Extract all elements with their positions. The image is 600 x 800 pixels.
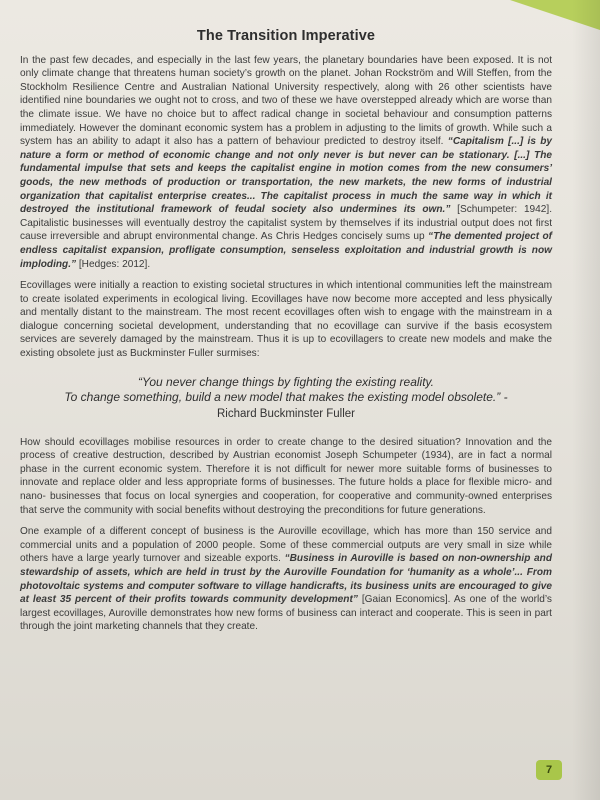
paragraph-1-text-a: In the past few decades, and especially in the last few years, the planetary boundaries have been exposed. It is not only climate change that threatens human society’s growth on the planet. Johan Rockström and Will Steffen, from the Stockholm Resilience Centre and Australian National University respectively, along with 26 other scientists have identified nine boundaries we ought not to cross, and two of these we have overstepped already which are worse than the climate issue. We have no choice but to affect radical change in societal behaviour and consumption patterns immediately. However the dominant economic system has a problem in adjusting to the limits of growth. While such a system has an ability to adapt it also has a pattern of behaviour predicted to destroy itself. xyxy=(20,54,552,148)
hedges-quote: “The demented project of endless capitalist expansion, profligate consumption, senseless exploitation and industrial growth is now imploding.” xyxy=(20,231,552,270)
quote-line-2: To change something, build a new model that makes the existing model obsolete.” - xyxy=(64,389,508,404)
page-number: 7 xyxy=(536,760,562,780)
paragraph-4-text-a: One example of a different concept of business is the Auroville ecovillage, which has more than 150 service and commercial units and a population of 2000 people. Some of these commercial outputs are very small in size while others have a large yearly turnover and sizeable exports. xyxy=(20,526,552,565)
quote-line-1: “You never change things by fighting the existing reality. xyxy=(138,374,434,389)
fuller-quote-block xyxy=(20,375,552,422)
quote-author: Richard Buckminster Fuller xyxy=(216,407,356,420)
paragraph-1-text-c: [Hedges: 2012]. xyxy=(76,258,151,270)
page-content xyxy=(20,30,552,642)
page-shadow xyxy=(572,0,600,800)
paragraph-2: Ecovillages were initially a reaction to existing societal structures in which intentional communities left the mainstream to create isolated experiments in ecological living. Ecovillages have now become more accepted and less physically and mentally distant to the mainstream. The most recent ecovillages often wish to engage with the mainstream in a dialogue concerning societal development, understanding that no ecovillage can survive if the basis ecosystem services are severely damaged by the mainstream. Thus it is up to ecovillagers to create new models and make the existing obsolete just as Buckminster Fuller surmises: xyxy=(20,280,552,360)
paragraph-1-text-b: [Schumpeter: 1942]. Capitalistic businesses will eventually destroy the capitalist system by themselves if its industrial output does not first cause irreversible and abrupt environmental change. As Chris Hedges concisely sums up xyxy=(20,204,553,243)
schumpeter-quote: “Capitalism [...] is by nature a form or method of economic change and not only never is but never can be stationary. [...] The fundamental impulse that sets and keeps the capitalist engine in motion comes from the new consumers’ goods, the new methods of production or transportation, the new markets, the new forms of industrial organization that capitalist enterprise creates... The capitalist process in much the same way in which it destroyed the institutional framework of feudal society also undermines its own.” xyxy=(20,136,552,216)
paragraph-3: How should ecovillages mobilise resources in order to create change to the desired situation? Innovation and the process of creative destruction, described by Austrian economist Joseph Schumpeter (1934), are in fact a normal phase in the current economic system. Therefore it is not difficult for newer more suitable forms of businesses to innovate and replace older and less appropriate forms of businesses. The future holds a place for flexible micro- and nano- businesses that focus on local synergies and cooperation, for cooperative and community-owned enterprises that serve the community with social benefits without destroying the preconditions for future generations. xyxy=(20,436,552,516)
paragraph-4 xyxy=(20,525,552,634)
auroville-quote: “Business in Auroville is based on non-ownership and stewardship of assets, which are held in trust by the Auroville Foundation for ‘humanity as a whole’... From photovoltaic systems and computer software to village handicrafts, its business units are encouraged to give at least 35 percent of their profits towards community development” xyxy=(20,553,552,606)
paragraph-1 xyxy=(20,54,552,272)
paragraph-4-text-b: [Gaian Economics]. As one of the world’s largest ecovillages, Auroville demonstrates how new forms of business can interact and cooperate. This is seen in part through the joint marketing channels that they create. xyxy=(20,594,552,633)
page-title: The Transition Imperative xyxy=(196,28,376,44)
